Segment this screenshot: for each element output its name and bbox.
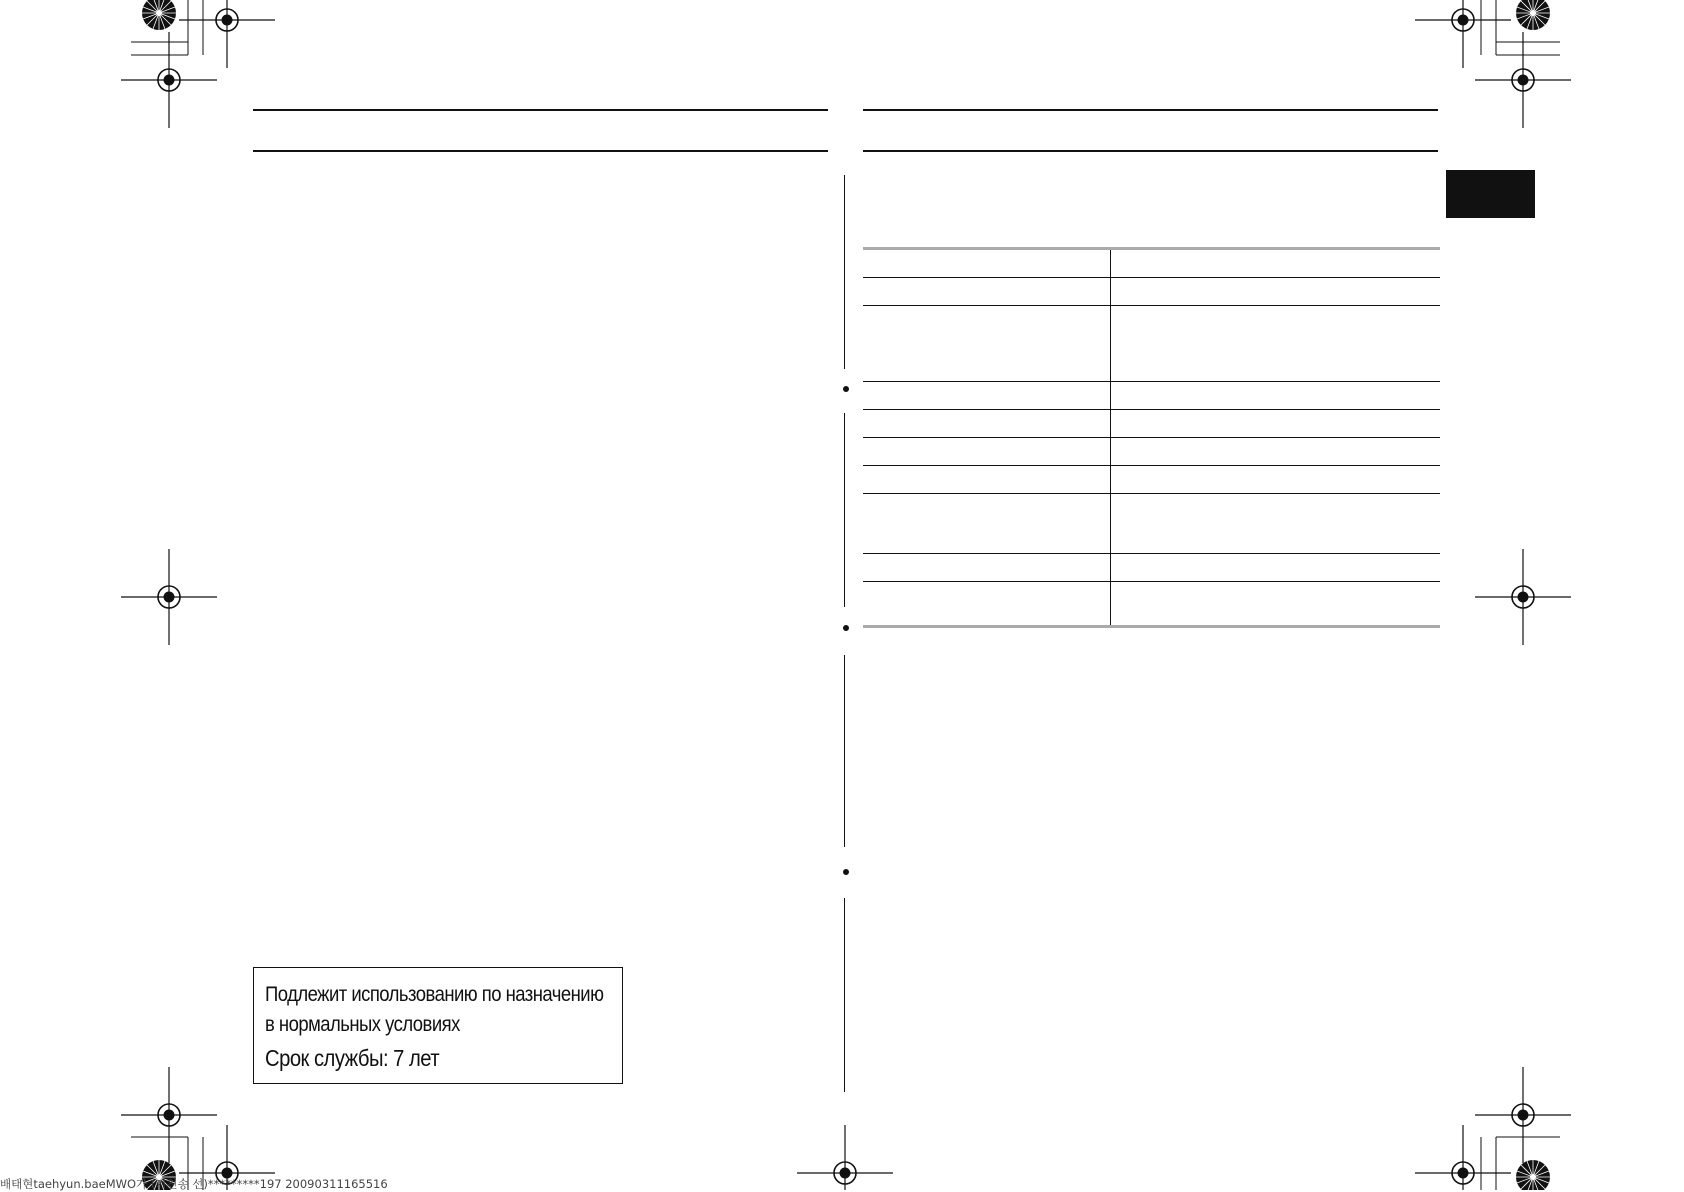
gutter-dot-3 xyxy=(843,869,849,875)
registration-mark-top-right-2 xyxy=(1475,32,1571,128)
table-row-divider xyxy=(863,277,1440,278)
gutter-line-1 xyxy=(844,175,845,369)
table-row-divider xyxy=(863,437,1440,438)
gutter-line-3 xyxy=(844,655,845,847)
left-header-rule-bottom xyxy=(253,150,828,152)
service-life-notice xyxy=(253,967,623,1084)
star-target-top-left xyxy=(142,0,176,30)
notice-line-service-life: Срок службы: 7 лет xyxy=(265,1045,440,1071)
left-header-rule-top xyxy=(253,109,828,111)
registration-mark-mid-left xyxy=(121,549,217,645)
registration-mark-top-left-1 xyxy=(179,0,275,68)
print-slug: 배태현taehyun.baeMWO가 (키친송 선)*********197 20090311165516 xyxy=(0,1177,388,1191)
spec-table-column-divider xyxy=(1110,250,1111,626)
notice-line-conditions: в нормальных условиях xyxy=(265,1013,460,1036)
registration-mark-mid-right xyxy=(1475,549,1571,645)
table-row-divider xyxy=(863,465,1440,466)
notice-line-usage: Подлежит использованию по назначению xyxy=(265,983,604,1006)
table-row-divider xyxy=(863,553,1440,554)
spec-table-bottom-border xyxy=(863,625,1440,628)
right-header-rule-bottom xyxy=(863,150,1438,152)
right-header-rule-top xyxy=(863,109,1438,111)
table-row-divider xyxy=(863,493,1440,494)
table-row-divider xyxy=(863,305,1440,306)
registration-mark-bottom-right-2 xyxy=(1415,1125,1511,1190)
star-target-top-right xyxy=(1516,0,1550,30)
gutter-dot-1 xyxy=(843,386,849,392)
registration-mark-bottom-right-1 xyxy=(1475,1067,1571,1163)
star-target-bottom-right xyxy=(1516,1160,1550,1190)
table-row-divider xyxy=(863,381,1440,382)
registration-mark-top-right-1 xyxy=(1415,0,1511,68)
section-tab xyxy=(1446,170,1535,218)
gutter-dot-2 xyxy=(843,625,849,631)
registration-mark-bottom-center xyxy=(797,1125,893,1190)
spec-table-top-border xyxy=(863,247,1440,250)
table-row-divider xyxy=(863,409,1440,410)
gutter-line-4 xyxy=(844,898,845,1092)
gutter-line-2 xyxy=(844,413,845,607)
table-row-divider xyxy=(863,581,1440,582)
